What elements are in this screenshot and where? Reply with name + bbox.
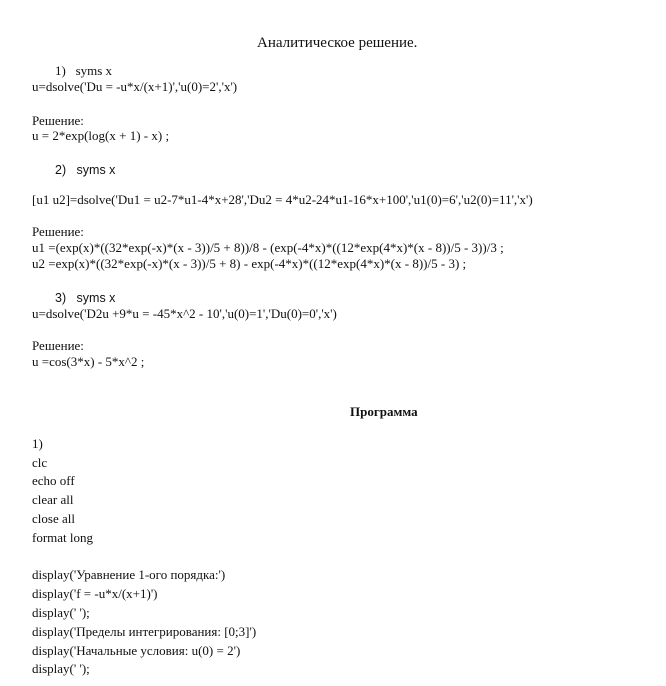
section-2-heading: 2) syms x [55,163,116,177]
program-line: display('Уравнение 1-ого порядка:') [32,567,226,582]
program-line: echo off [32,473,75,488]
program-line: display(' '); [32,605,90,620]
program-line: format long [32,530,94,545]
program-line: 1) [32,436,43,451]
section-2-solution-line-2: u2 =exp(x)*((32*exp(-x)*(x - 3))/5 + 8) - exp(-4*x)*((12*exp(4*x)*(x - 8))/5 - 3) ; [32,256,467,271]
program-line: display('Пределы интегрирования: [0;3]') [32,624,257,639]
program-line: display('Начальные условия: u(0) = 2') [32,643,241,658]
page-title: Аналитическое решение. [257,35,418,51]
section-1-heading: 1) syms x [55,63,113,78]
section-2-solution-line-1: u1 =(exp(x)*((32*exp(-x)*(x - 3))/5 + 8))/8 - (exp(-4*x)*((12*exp(4*x)*(x - 8))/5 - 3))/3 ; [32,240,504,255]
program-line: clc [32,455,48,470]
program-title: Программа [350,404,418,419]
program-line: display('f = -u*x/(x+1)') [32,586,158,601]
section-1-solution-line: u = 2*exp(log(x + 1) - x) ; [32,128,170,143]
section-3-solution-line: u =cos(3*x) - 5*x^2 ; [32,354,145,369]
section-2-solution-label: Решение: [32,224,84,239]
section-2-code: [u1 u2]=dsolve('Du1 = u2-7*u1-4*x+28','Du2 = 4*u2-24*u1-16*x+100','u1(0)=6','u2(0)=11','x') [32,192,533,207]
section-3-solution-label: Решение: [32,338,84,353]
section-3-code: u=dsolve('D2u +9*u = -45*x^2 - 10','u(0)=1','Du(0)=0','x') [32,306,337,321]
program-line: display(' '); [32,661,90,676]
program-line: clear all [32,492,74,507]
program-line: close all [32,511,75,526]
section-1-solution-label: Решение: [32,113,84,128]
section-1-code: u=dsolve('Du = -u*x/(x+1)','u(0)=2','x') [32,79,238,94]
section-3-heading: 3) syms x [55,291,116,305]
